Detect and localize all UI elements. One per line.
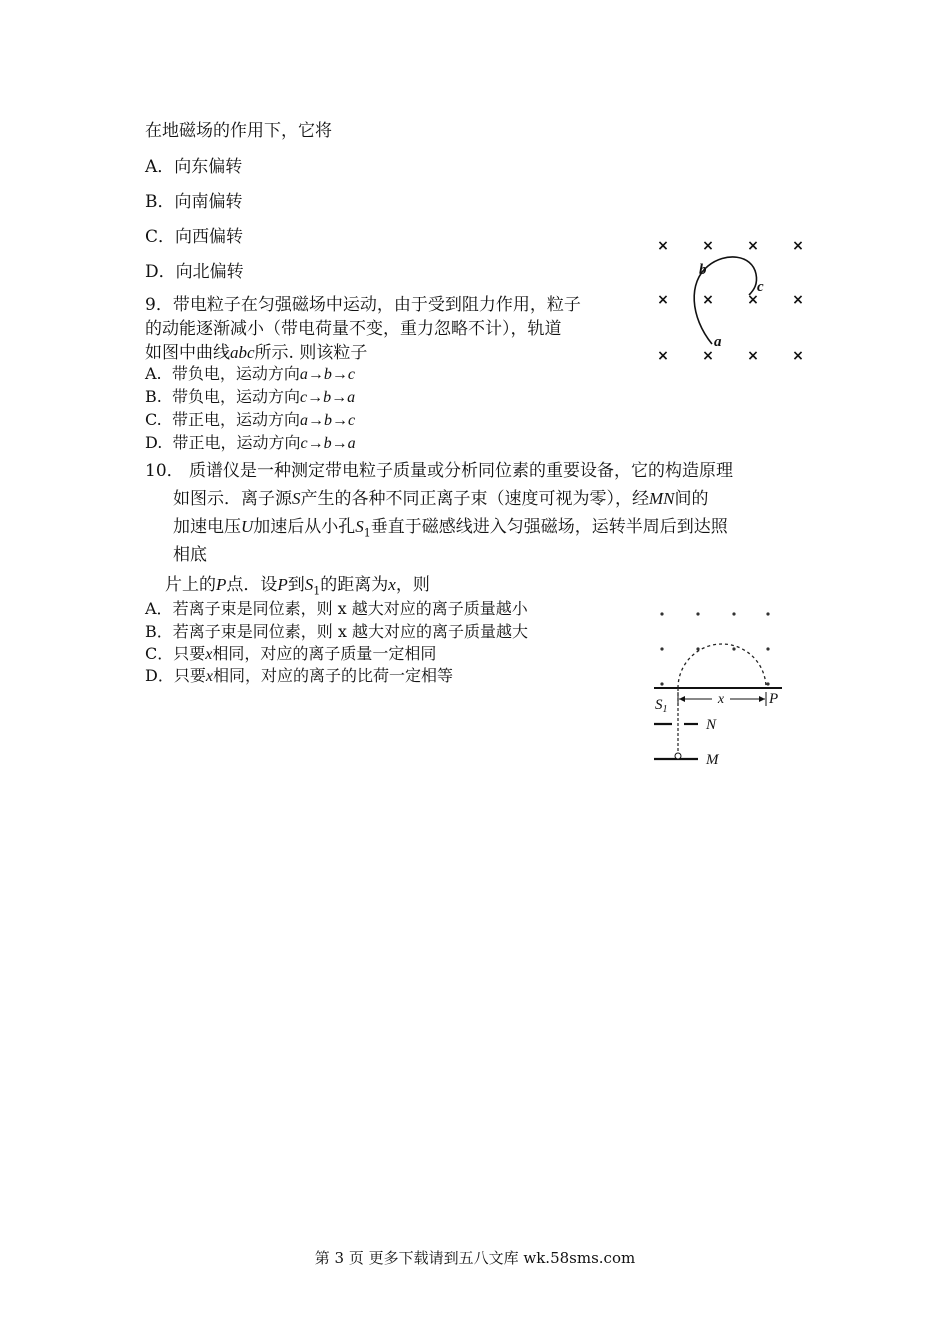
text: 加速电压 bbox=[173, 517, 241, 537]
option-label: B. bbox=[145, 387, 162, 406]
q9-magnetic-field-figure bbox=[650, 232, 815, 367]
field-mark: × bbox=[747, 292, 759, 308]
option-label: A． bbox=[145, 599, 173, 618]
option-label: B． bbox=[145, 192, 175, 212]
field-mark: × bbox=[747, 348, 759, 364]
field-mark: × bbox=[792, 292, 804, 308]
option-label: D． bbox=[145, 262, 176, 282]
q10-line-1 bbox=[145, 456, 733, 481]
q9-stem-1: 带电粒子在匀强磁场中运动，由于受到阻力作用，粒子 bbox=[172, 295, 581, 315]
text: 加速后从小孔 bbox=[253, 517, 356, 537]
q8-option-d bbox=[145, 257, 244, 282]
option-text: 若离子束是同位素，则 x 越大对应的离子质量越大 bbox=[172, 622, 528, 641]
q9-line-1 bbox=[145, 290, 581, 315]
option-label: B． bbox=[145, 622, 173, 641]
q10-line-4: 相底 bbox=[173, 545, 207, 565]
option-text: 带正电，运动方向 bbox=[171, 410, 300, 429]
text: 产生的各种不同正离子束（速度可视为零），经 bbox=[300, 489, 649, 509]
q9-number: 9． bbox=[145, 295, 173, 315]
var-s1: S bbox=[304, 575, 314, 594]
text: 间的 bbox=[674, 489, 709, 509]
field-dots bbox=[660, 612, 769, 685]
var-x: x bbox=[205, 646, 213, 663]
var-mn: MN bbox=[649, 489, 675, 508]
text: 的距离为 bbox=[320, 575, 389, 595]
option-path: c→b→a bbox=[300, 435, 356, 452]
option-path: a→b→c bbox=[299, 366, 355, 383]
field-mark: × bbox=[792, 348, 804, 364]
option-label: D． bbox=[145, 666, 174, 685]
s1-label: $S_1$ bbox=[655, 697, 668, 715]
option-text: 相同，对应的离子的比荷一定相等 bbox=[212, 666, 453, 685]
q8-option-c bbox=[145, 222, 243, 247]
option-path: a→b→c bbox=[299, 412, 356, 429]
option-text: 带负电，运动方向 bbox=[171, 364, 300, 383]
subscript: 1 bbox=[363, 526, 371, 540]
q10-option-a bbox=[145, 596, 528, 619]
q8-tail-text: 在地磁场的作用下，它将 bbox=[145, 121, 332, 141]
point-a-label: a bbox=[714, 334, 722, 350]
q8-option-b bbox=[145, 187, 243, 212]
text: ，则 bbox=[395, 575, 430, 595]
var-p: P bbox=[216, 575, 227, 594]
q9-stem-3a: 如图中曲线 bbox=[145, 343, 230, 363]
field-mark: × bbox=[792, 238, 804, 254]
q9-curve-label: abc bbox=[230, 343, 255, 362]
q10-number: 10． bbox=[145, 461, 184, 481]
var-s: S bbox=[292, 489, 301, 508]
field-mark: × bbox=[747, 238, 759, 254]
option-text: 带正电，运动方向 bbox=[172, 433, 301, 452]
option-text: 向东偏转 bbox=[174, 157, 243, 177]
option-label: A． bbox=[145, 157, 175, 177]
q10-option-c bbox=[145, 641, 436, 664]
ion-source bbox=[675, 753, 681, 759]
field-mark: × bbox=[702, 238, 714, 254]
field-mark: × bbox=[657, 348, 669, 364]
option-text: 带负电，运动方向 bbox=[172, 387, 301, 406]
q9-option-d bbox=[145, 430, 356, 453]
field-mark: × bbox=[702, 348, 714, 364]
q9-option-a bbox=[145, 361, 355, 384]
var-u: U bbox=[241, 517, 254, 536]
p-label: P bbox=[769, 691, 779, 707]
option-label: C. bbox=[145, 410, 162, 429]
q9-stem-3b: 所示. 则该粒子 bbox=[254, 343, 368, 363]
field-mark: × bbox=[657, 238, 669, 254]
point-b-label: b bbox=[699, 262, 707, 278]
q9-line-3 bbox=[145, 338, 367, 363]
var-s1: S bbox=[355, 517, 364, 536]
text: 垂直于磁感线进入匀强磁场，运转半周后到达照 bbox=[370, 517, 728, 537]
option-text: 若离子束是同位素，则 x 越大对应的离子质量越小 bbox=[172, 599, 528, 618]
var-x: x bbox=[388, 575, 396, 594]
text: 点．设 bbox=[226, 575, 278, 595]
q10-option-b bbox=[145, 619, 528, 642]
field-mark: × bbox=[657, 292, 669, 308]
text: 如图示．离子源 bbox=[173, 489, 292, 509]
q10-line-2 bbox=[173, 484, 709, 509]
option-text: 只要 bbox=[173, 666, 206, 685]
semicircle-path bbox=[678, 644, 766, 688]
option-text: 只要 bbox=[173, 644, 206, 663]
var-x: x bbox=[205, 668, 213, 685]
q10-option-d bbox=[145, 663, 453, 686]
q9-option-b bbox=[145, 384, 355, 407]
page-footer: 第 3 页 更多下载请到五八文库 wk.58sms.com bbox=[314, 1249, 636, 1267]
option-text: 向北偏转 bbox=[175, 262, 244, 282]
q10-mass-spectrometer-figure bbox=[648, 602, 788, 772]
q10-line-5 bbox=[165, 570, 430, 597]
dim-arrow-left bbox=[679, 696, 685, 702]
text: 片上的 bbox=[165, 575, 216, 595]
option-path: c→b→a bbox=[300, 389, 356, 406]
q9-line-2: 的动能逐渐减小（带电荷量不变，重力忽略不计），轨道 bbox=[145, 319, 562, 339]
field-mark: × bbox=[702, 292, 714, 308]
x-label: x bbox=[717, 692, 725, 707]
subscript: 1 bbox=[313, 584, 321, 598]
var-p: P bbox=[277, 575, 288, 594]
q9-option-c bbox=[145, 407, 355, 430]
option-label: A. bbox=[145, 364, 162, 383]
option-label: D. bbox=[145, 433, 163, 452]
n-label: N bbox=[706, 717, 717, 733]
m-label: M bbox=[706, 752, 719, 768]
q10-stem-1: 质谱仪是一种测定带电粒子质量或分析同位素的重要设备，它的构造原理 bbox=[189, 461, 734, 481]
option-text: 相同，对应的离子质量一定相同 bbox=[212, 644, 437, 663]
q10-line-3 bbox=[173, 512, 728, 539]
option-label: C． bbox=[145, 644, 174, 663]
option-text: 向西偏转 bbox=[175, 227, 244, 247]
option-text: 向南偏转 bbox=[174, 192, 243, 212]
point-c-label: c bbox=[757, 279, 764, 295]
text: 到 bbox=[287, 575, 305, 595]
dim-arrow-right bbox=[759, 696, 765, 702]
option-label: C． bbox=[145, 227, 176, 247]
q8-option-a bbox=[145, 152, 242, 177]
